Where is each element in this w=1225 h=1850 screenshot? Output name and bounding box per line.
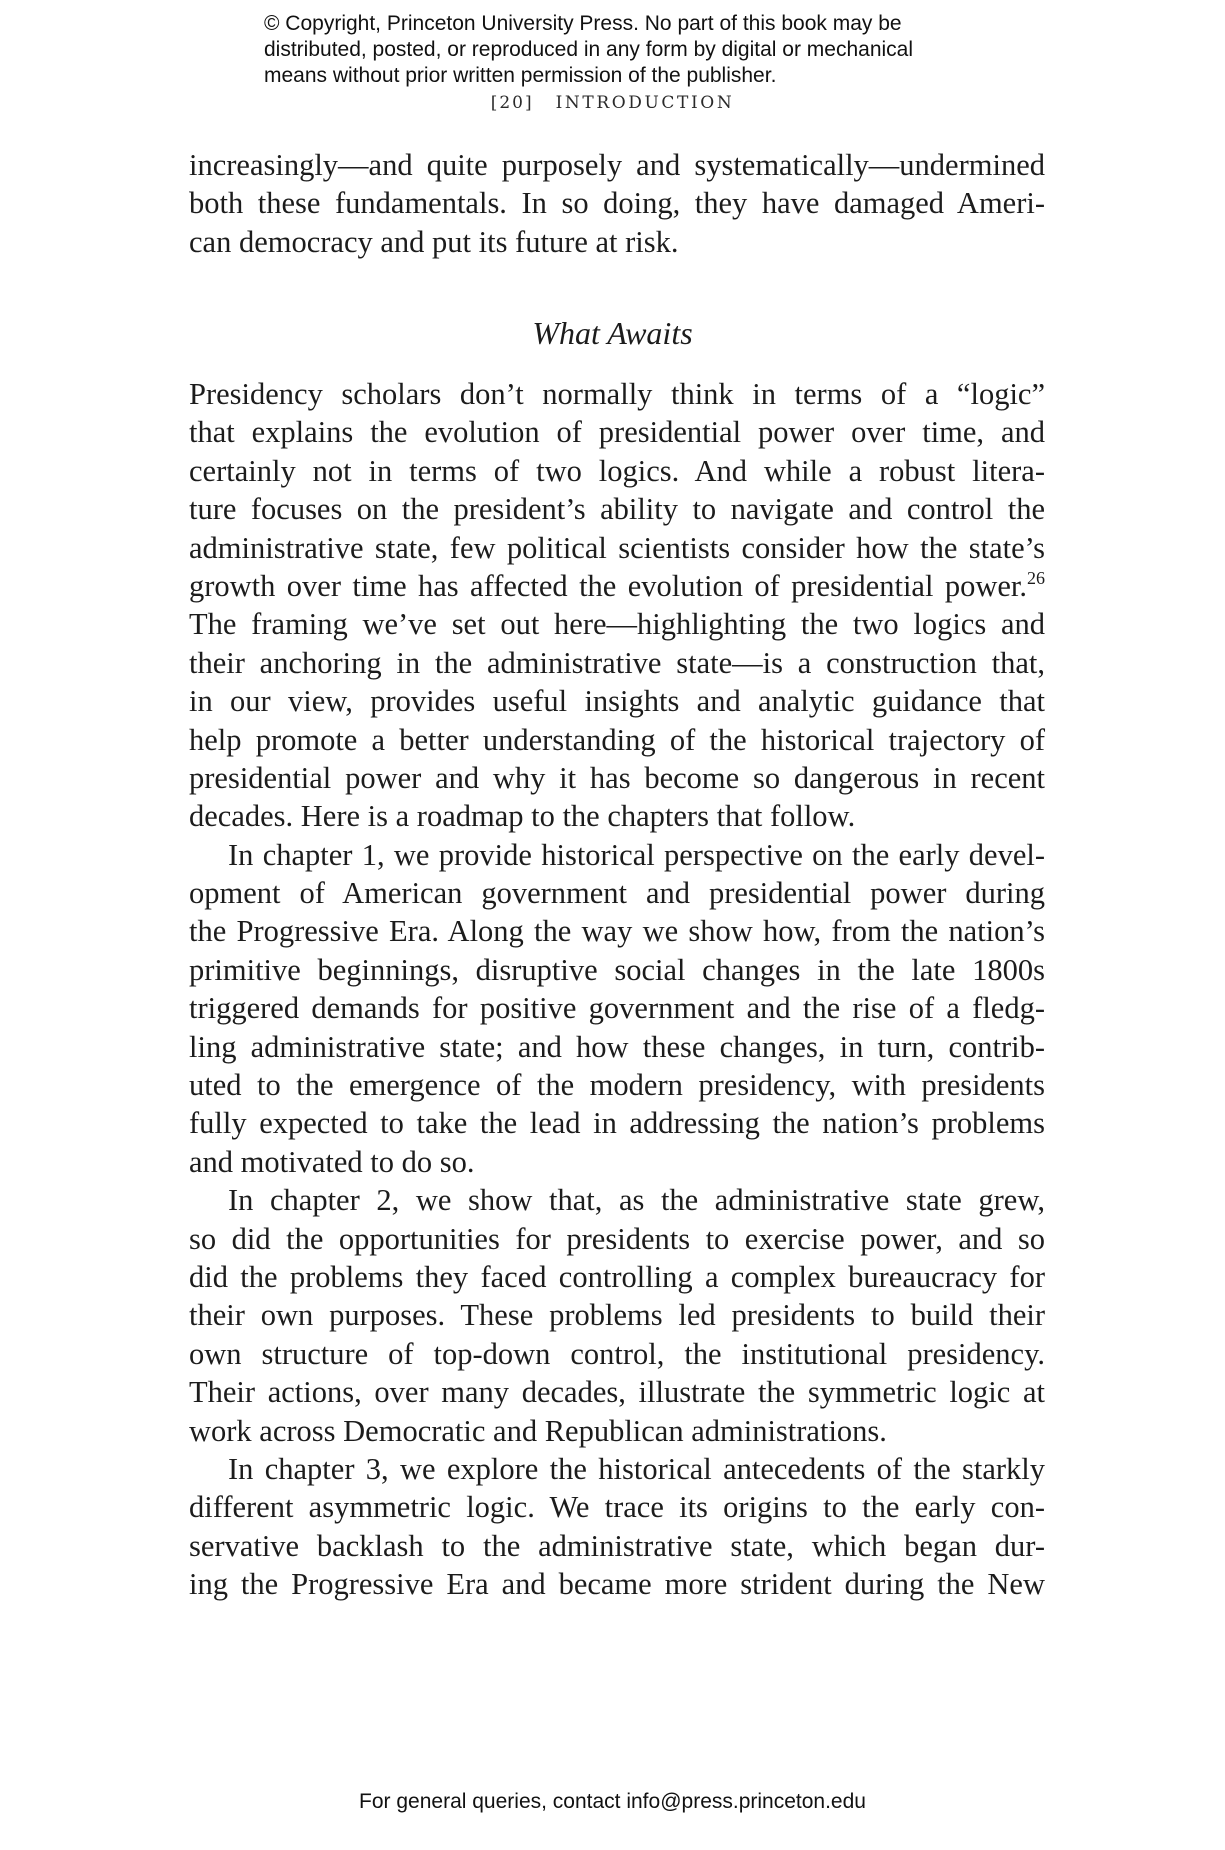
text-line: primitive beginnings, disruptive social changes in the late 1800s: [189, 952, 1045, 987]
text-line: help promote a better understanding of the historical trajectory of: [189, 722, 1045, 757]
section-heading-text: What Awaits: [532, 315, 693, 351]
footer-contact: [0, 1790, 1225, 1814]
text-line: certainly not in terms of two logics. And while a robust litera-: [189, 453, 1045, 488]
text-line: their anchoring in the administrative state—is a construction that,: [189, 645, 1045, 680]
text-line: that explains the evolution of presidential power over time, and: [189, 415, 1045, 450]
text-line: growth over time has affected the evolution of presidential power.: [189, 568, 1027, 603]
text-line: presidential power and why it has become so dangerous in recent: [189, 760, 1045, 795]
paragraph-3: [189, 1181, 1045, 1450]
text-line: ling administrative state; and how these changes, in turn, contrib-: [189, 1029, 1045, 1064]
body-text: [189, 375, 1045, 1604]
text-line: In chapter 1, we provide historical perspective on the early devel-: [228, 837, 1045, 872]
text-line: ture focuses on the president’s ability to navigate and control the: [189, 492, 1045, 527]
page-number: [20]: [490, 93, 534, 113]
copyright-notice: [264, 11, 984, 89]
opening-paragraph: [189, 146, 1045, 261]
section-heading: [0, 315, 1225, 352]
text-line: uted to the emergence of the modern presidency, with presidents: [189, 1068, 1045, 1103]
text-line: in our view, provides useful insights and analytic guidance that: [189, 684, 1045, 719]
text-line: opment of American government and presidential power during: [189, 876, 1045, 911]
text-line: work across Democratic and Republican administrations.: [189, 1413, 887, 1448]
text-line: triggered demands for positive government and the rise of a fledg-: [189, 991, 1045, 1026]
copyright-line: © Copyright, Princeton University Press. No part of this book may be: [264, 12, 902, 35]
paragraph-4: [189, 1450, 1045, 1604]
text-line: The framing we’ve set out here—highlighting the two logics and: [189, 607, 1045, 642]
copyright-line: distributed, posted, or reproduced in any form by digital or mechanical: [264, 38, 914, 61]
text-line: Their actions, over many decades, illustrate the symmetric logic at: [189, 1375, 1045, 1410]
text-line: different asymmetric logic. We trace its origins to the early con-: [189, 1490, 1045, 1525]
text-line: both these fundamentals. In so doing, they have damaged Ameri-: [189, 186, 1045, 221]
text-line: servative backlash to the administrative state, which began dur-: [189, 1528, 1045, 1563]
text-line: ing the Progressive Era and became more strident during the New: [189, 1567, 1045, 1602]
footnote-reference[interactable]: 26: [1027, 567, 1045, 588]
text-line: did the problems they faced controlling a complex bureaucracy for: [189, 1259, 1045, 1294]
text-line-with-footnote: [189, 567, 1045, 605]
footer-text: For general queries, contact info@press.princeton.edu: [359, 1790, 866, 1813]
text-line: can democracy and put its future at risk.: [189, 224, 679, 259]
text-line: increasingly—and quite purposely and systematically—undermined: [189, 148, 1045, 182]
text-line: the Progressive Era. Along the way we show how, from the nation’s: [189, 914, 1045, 949]
paragraph-1: [189, 375, 1045, 836]
text-line: own structure of top-down control, the institutional presidency.: [189, 1336, 1045, 1371]
text-line: and motivated to do so.: [189, 1144, 475, 1179]
running-head: [0, 93, 1225, 113]
copyright-line: means without prior written permission of the publisher.: [264, 64, 777, 87]
text-line: In chapter 2, we show that, as the administrative state grew,: [228, 1183, 1045, 1218]
paragraph-2: [189, 836, 1045, 1182]
text-line: Presidency scholars don’t normally think in terms of a “logic”: [189, 377, 1045, 411]
text-line: decades. Here is a roadmap to the chapters that follow.: [189, 799, 856, 834]
text-line: In chapter 3, we explore the historical antecedents of the starkly: [228, 1451, 1045, 1486]
text-line: their own purposes. These problems led presidents to build their: [189, 1298, 1045, 1333]
chapter-title: INTRODUCTION: [555, 93, 735, 113]
text-line: so did the opportunities for presidents to exercise power, and so: [189, 1221, 1045, 1256]
text-line: administrative state, few political scientists consider how the state’s: [189, 530, 1045, 565]
text-line: fully expected to take the lead in addressing the nation’s problems: [189, 1106, 1045, 1141]
